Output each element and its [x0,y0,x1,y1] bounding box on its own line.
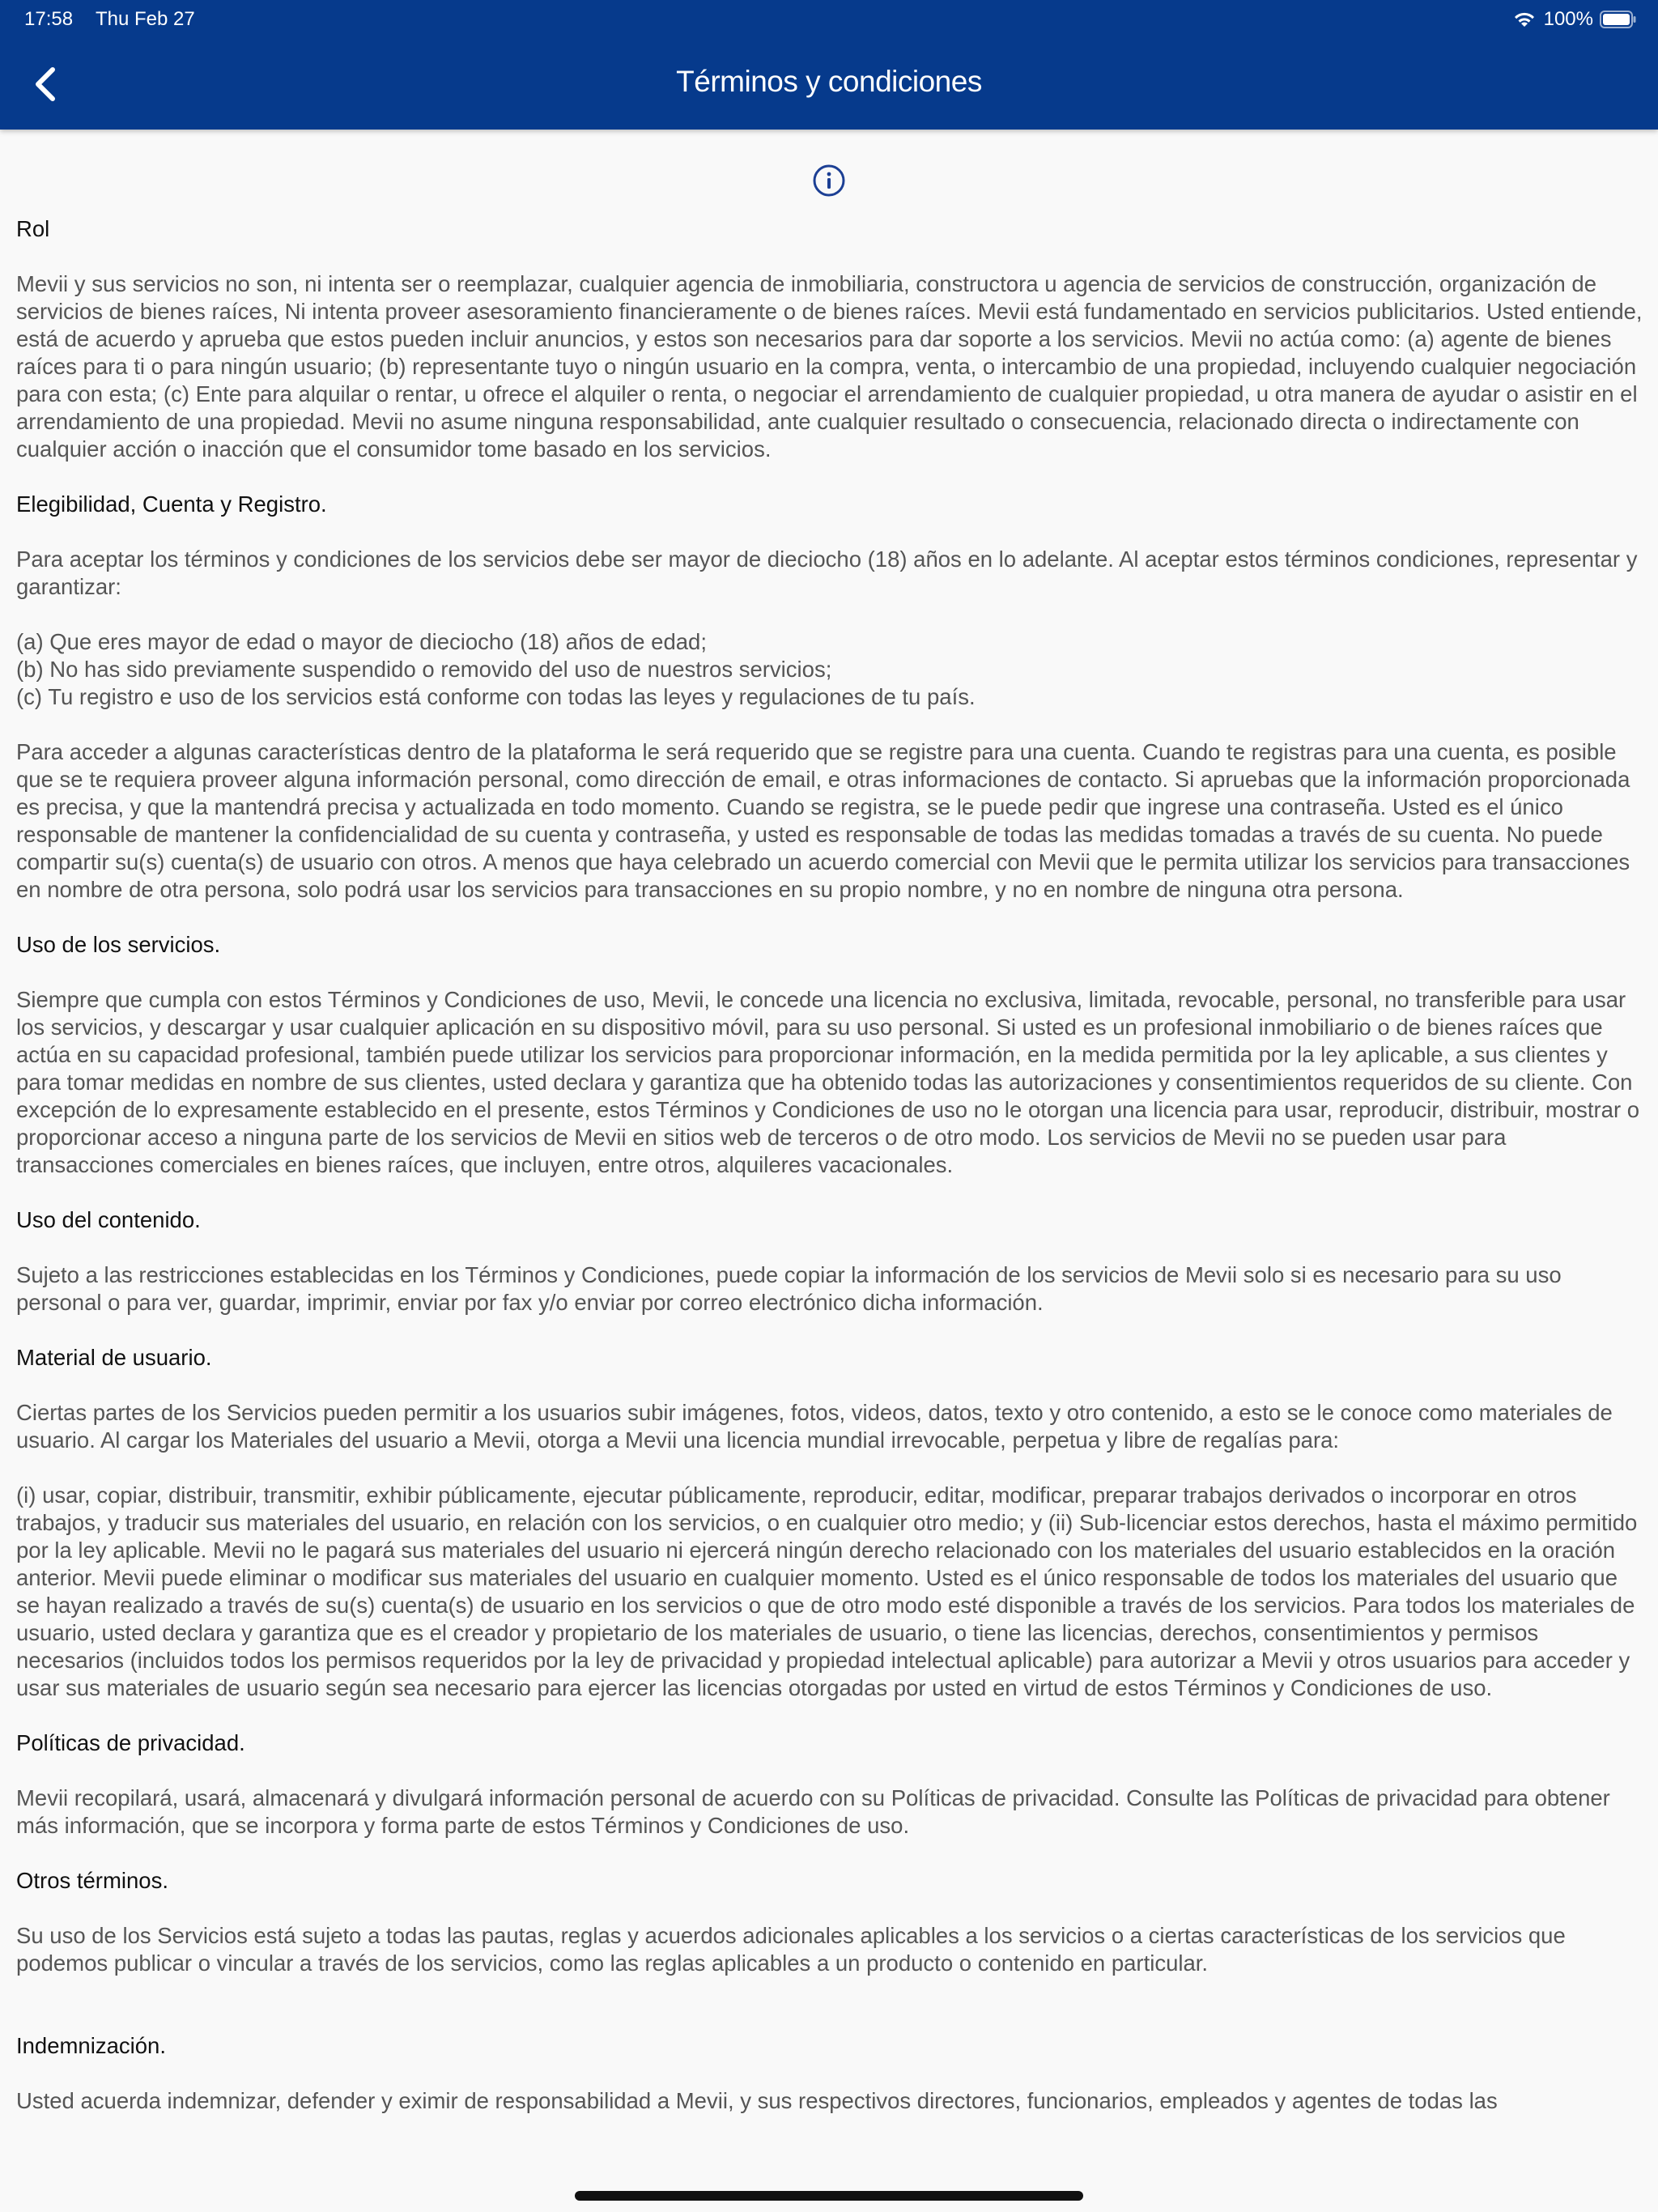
section-body-user-material: Ciertas partes de los Servicios pueden permitir a los usuarios subir imágenes, fotos, videos, datos, texto y otro contenido, a esto se le conoce como materiales de usuario. Al cargar los Materiales del usuario a Mevii, otorga a Mevii una licencia mundial irrevocable, perpetua y libre de regalías para: [16,1400,1613,1453]
terms-content[interactable] [16,215,1643,2142]
section-body-user-material-license: (i) usar, copiar, distribuir, transmitir, exhibir públicamente, ejecutar públicamente, reproducir, editar, modificar, preparar trabajos derivados o incorporar en otros trabajos, y traducir sus materiales del usuario, en relación con los servicios, o en cualquier otro medio; y (ii) Sub-licenciar estos derechos, hasta el máximo permitido por la ley aplicable. Mevii no le pagará sus materiales del usuario ni ejercerá ningún derecho relacionado con los materiales del usuario establecidos en la oración anterior. Mevii puede eliminar o modificar sus materiales del usuario en cualquier momento. Usted es el único responsable de todos los materiales del usuario que se hayan realizado a través de su(s) cuenta(s) de usuario en los servicios o que de otro modo esté disponible a través de los servicios. Para todos los materiales de usuario, usted declara y garantiza que es el creador y propietario de los materiales de usuario, o tiene las licencias, derechos, consentimientos y permisos necesarios (incluidos todos los permisos requeridos por la ley de privacidad y propiedad intelectual aplicable) para autorizar a Mevii y otros usuarios para acceder y usar sus materiales de usuario según sea necesario para ejercer las licencias otorgadas por usted en virtud de estos Términos y Condiciones de uso. [16,1482,1638,1700]
section-title-indemnification: Indemnización. [16,2033,166,2058]
section-body-content-use: Sujeto a las restricciones establecidas en los Términos y Condiciones, puede copiar la información de los servicios de Mevii solo si es necesario para su uso personal o para ver, guardar, imprimir, enviar por fax y/o enviar por correo electrónico dicha información. [16,1262,1562,1315]
battery-percent: 100% [1543,8,1593,30]
section-body-eligibility: Para aceptar los términos y condiciones de los servicios debe ser mayor de dieciocho (18) años en lo adelante. Al aceptar estos términos condiciones, representar y garantizar: [16,547,1638,599]
section-body-other-terms: Su uso de los Servicios está sujeto a todas las pautas, reglas y acuerdos adicionales aplicables a los servicios o a ciertas características de los servicios que podemos publicar o vincular a través de los servicios, como las reglas aplicables a un producto o contenido en particular. [16,1923,1566,1976]
section-title-user-material: Material de usuario. [16,1345,212,1370]
status-bar [0,0,1658,39]
section-body-privacy: Mevii recopilará, usará, almacenará y divulgará información personal de acuerdo con su Políticas de privacidad. Consulte las Políticas de privacidad para obtener más información, que se incorpora y forma parte de estos Términos y Condiciones de uso. [16,1785,1610,1838]
section-title-privacy: Políticas de privacidad. [16,1730,245,1755]
section-body-rol: Mevii y sus servicios no son, ni intenta ser o reemplazar, cualquier agencia de inmobiliaria, constructora u agencia de servicios de construcción, organización de servicios de bienes raíces, Ni intenta proveer asesoramiento financieramente o de bienes raíces. Mevii está fundamentado en servicios publicitarios. Usted entiende, está de acuerdo y aprueba que estos pueden incluir anuncios, y estos son necesarios para dar soporte a los servicios. Mevii no actúa como: (a) agente de bienes raíces para ti o para ningún usuario; (b) representante tuyo o ningún usuario en la compra, venta, o intercambio de una propiedad, incluyendo cualquier negociación para con esta; (c) Ente para alquilar o rentar, u ofrece el alquiler o renta, o negociar el arrendamiento de cualquier propiedad, u otra manera de ayudar o asistir en el arrendamiento de una propiedad. Mevii no asume ninguna responsabilidad, ante cualquier resultado o consecuencia, relacionado directa o indirectamente con cualquier acción o inacción que el consumidor tome basado en los servicios. [16,271,1643,462]
section-body-account: Para acceder a algunas características dentro de la plataforma le será requerido que se registre para una cuenta. Cuando te registras para una cuenta, es posible que se te requiera proveer alguna información personal, como dirección de email, e otras informaciones de contacto. Si apruebas que la información proporcionada es precisa, y que la mantendrá precisa y actualizada en todo momento. Cuando se registra, se le puede pedir que ingrese una contraseña. Usted es el único responsable de mantener la confidencialidad de su cuenta y contraseña, y usted es responsable de todas las medidas tomadas a través de su cuenta. No puede compartir su(s) cuenta(s) de usuario con otros. A menos que haya celebrado un acuerdo comercial con Mevii que le permita utilizar los servicios para transacciones en nombre de otra persona, solo podrá usar los servicios para transacciones en su propio nombre, y no en nombre de ninguna otra persona. [16,739,1630,902]
info-circle-icon[interactable] [812,164,846,198]
section-title-eligibility: Elegibilidad, Cuenta y Registro. [16,491,327,517]
section-list-eligibility: (a) Que eres mayor de edad o mayor de dieciocho (18) años de edad; (b) No has sido previamente suspendido o removido del uso de nuestros servicios; (c) Tu registro e uso de los servicios está conforme con todas las leyes y regulaciones de tu país. [16,629,976,709]
status-time: 17:58 [24,8,74,30]
status-indicators [1511,8,1637,31]
battery-icon [1600,11,1637,28]
section-title-rol: Rol [16,216,50,241]
navigation-header [0,0,1658,130]
status-date: Thu Feb 27 [96,8,195,30]
section-title-content-use: Uso del contenido. [16,1207,201,1232]
section-title-use-of-services: Uso de los servicios. [16,932,221,957]
home-indicator[interactable] [575,2191,1083,2201]
section-body-use-of-services: Siempre que cumpla con estos Términos y Condiciones de uso, Mevii, le concede una licencia no exclusiva, limitada, revocable, personal, no transferible para usar los servicios, y descargar y usar cualquier aplicación en su dispositivo móvil, para su uso personal. Si usted es un profesional inmobiliario o de bienes raíces que actúa en su capacidad profesional, también puede utilizar los servicios para proporcionar información, en la medida permitida por la ley aplicable, a sus clientes y para tomar medidas en nombre de sus clientes, usted declara y garantiza que ha obtenido todas las autorizaciones y consentimientos requeridos de su cliente. Con excepción de lo expresamente establecido en el presente, estos Términos y Condiciones de uso no le otorgan una licencia para usar, reproducir, distribuir, mostrar o proporcionar acceso a ninguna parte de los servicios de Mevii en sitios web de terceros o de otro modo. Los servicios de Mevii no se pueden usar para transacciones comerciales en bienes raíces, que incluyen, entre otros, alquileres vacacionales. [16,987,1640,1177]
section-title-other-terms: Otros términos. [16,1868,168,1893]
section-body-indemnification: Usted acuerda indemnizar, defender y eximir de responsabilidad a Mevii, y sus respectivos directores, funcionarios, empleados y agentes de todas las [16,2088,1498,2113]
page-title: Términos y condiciones [676,65,982,98]
wifi-icon [1511,10,1537,29]
